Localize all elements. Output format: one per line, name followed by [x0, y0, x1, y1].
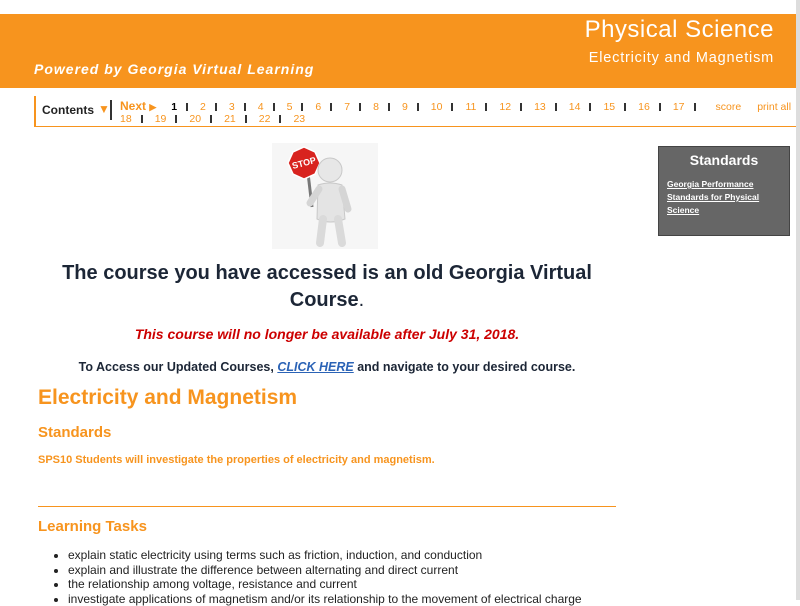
page-links: [120, 100, 800, 125]
stop-sign-figure-icon: [272, 143, 378, 249]
section-divider: [38, 506, 616, 507]
learning-tasks-heading: Learning Tasks: [38, 518, 147, 535]
next-label: Next: [120, 99, 146, 113]
page-link-11[interactable]: 11: [465, 101, 476, 113]
contents-menu[interactable]: Contents: [42, 103, 94, 117]
page-link-16[interactable]: 16: [638, 101, 650, 113]
page-link-10[interactable]: 10: [431, 101, 443, 113]
page-divider: [589, 103, 591, 111]
page-divider: [624, 103, 626, 111]
page-link-current: 1: [171, 101, 177, 113]
page-link-21[interactable]: 21: [224, 113, 236, 125]
sidebar-title: Standards: [659, 152, 789, 168]
click-here-link[interactable]: CLICK HERE: [277, 360, 353, 374]
next-button[interactable]: [120, 99, 156, 113]
page-divider: [555, 103, 557, 111]
powered-by-banner: Powered by Georgia Virtual Learning: [34, 61, 314, 77]
page-link-9[interactable]: 9: [402, 101, 408, 113]
page-link-14[interactable]: 14: [569, 101, 581, 113]
page-divider: [451, 103, 453, 111]
page-divider: [330, 103, 332, 111]
print-all-link[interactable]: print all: [757, 101, 791, 113]
course-navigation: [34, 96, 798, 127]
page-divider: [520, 103, 522, 111]
page-link-5[interactable]: 5: [287, 101, 293, 113]
access-prefix: To Access our Updated Courses,: [79, 360, 278, 374]
page-link-4[interactable]: 4: [258, 101, 264, 113]
page-divider: [359, 103, 361, 111]
course-retired-notice: [38, 260, 616, 374]
standards-sidebar: [658, 146, 790, 236]
standard-text: SPS10 Students will investigate the properties of electricity and magnetism.: [38, 454, 435, 466]
access-instructions: [38, 360, 616, 374]
page-link-17[interactable]: 17: [673, 101, 685, 113]
page-link-20[interactable]: 20: [189, 113, 201, 125]
page-link-8[interactable]: 8: [373, 101, 379, 113]
play-arrow-icon: ▶: [149, 102, 156, 112]
page-divider: [141, 115, 143, 123]
page-divider: [279, 115, 281, 123]
page-link-6[interactable]: 6: [315, 101, 321, 113]
page-link-15[interactable]: 15: [603, 101, 615, 113]
page-divider: [186, 103, 188, 111]
page-link-19[interactable]: 19: [155, 113, 167, 125]
notice-heading-text: The course you have accessed is an old Georgia Virtual Course: [62, 262, 592, 311]
page-divider: [388, 103, 390, 111]
learning-task-item: • the relationship among voltage, resistance and current: [68, 577, 582, 592]
score-link[interactable]: score: [716, 101, 742, 113]
page-divider: [694, 103, 696, 111]
stop-sign-figure-image: [272, 143, 378, 249]
page-divider: [215, 103, 217, 111]
page-divider: [301, 103, 303, 111]
georgia-standards-link[interactable]: Georgia Performance Standards for Physical Science: [667, 178, 781, 217]
course-header: [0, 14, 796, 88]
page-divider: [175, 115, 177, 123]
page-divider: [485, 103, 487, 111]
learning-task-item: • explain and illustrate the difference between alternating and direct current: [68, 563, 582, 578]
page-link-12[interactable]: 12: [499, 101, 511, 113]
learning-task-item: • investigate applications of magnetism and/or its relationship to the movement of electrical charge: [68, 592, 582, 606]
standards-heading: Standards: [38, 424, 111, 441]
course-subtitle: Electricity and Magnetism: [589, 50, 774, 66]
availability-warning: This course will no longer be available after July 31, 2018.: [38, 326, 616, 342]
page-link-7[interactable]: 7: [344, 101, 350, 113]
course-title: Physical Science: [585, 16, 774, 44]
caret-down-icon[interactable]: ▼: [98, 102, 110, 116]
page-link-3[interactable]: 3: [229, 101, 235, 113]
page-title: Electricity and Magnetism: [38, 386, 297, 410]
page-divider: [417, 103, 419, 111]
page-divider: [244, 103, 246, 111]
page-link-22[interactable]: 22: [259, 113, 271, 125]
page-divider: [245, 115, 247, 123]
page-link-13[interactable]: 13: [534, 101, 546, 113]
page-link-23[interactable]: 23: [293, 113, 305, 125]
page-divider: [273, 103, 275, 111]
learning-tasks-list: [50, 548, 582, 606]
nav-divider: [110, 100, 112, 120]
page-link-18[interactable]: 18: [120, 113, 132, 125]
svg-text:STOP: STOP: [291, 155, 317, 171]
page-divider: [210, 115, 212, 123]
page-link-2[interactable]: 2: [200, 101, 206, 113]
learning-task-item: • explain static electricity using terms such as friction, induction, and conduction: [68, 548, 582, 563]
scrollbar[interactable]: [796, 0, 800, 600]
access-suffix: and navigate to your desired course.: [354, 360, 576, 374]
notice-heading-period: .: [359, 289, 365, 311]
page-divider: [659, 103, 661, 111]
notice-heading: [38, 260, 616, 314]
